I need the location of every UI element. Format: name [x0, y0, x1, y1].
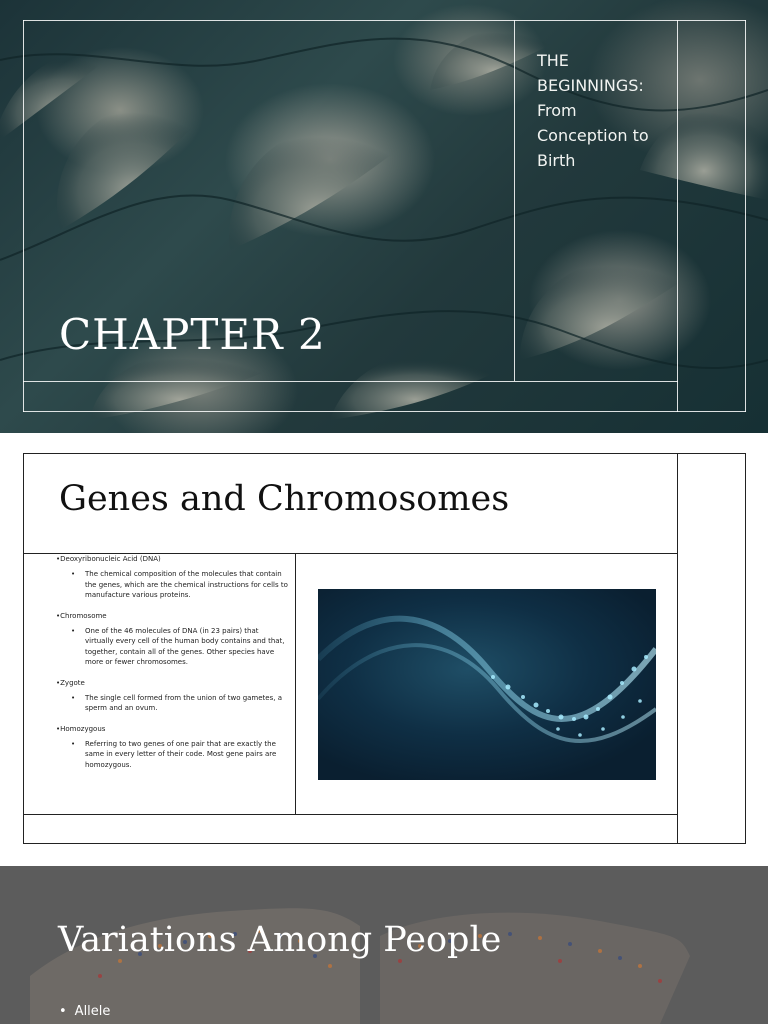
frame-line-left — [23, 20, 24, 412]
frame-line-inner-right — [677, 453, 678, 844]
slide-genes-and-chromosomes — [0, 433, 768, 866]
subtitle-line: THE — [537, 51, 569, 70]
definition-list — [56, 554, 288, 822]
term-name: •Deoxyribonucleic Acid (DNA) — [56, 555, 161, 563]
chapter-title: CHAPTER 2 — [59, 310, 326, 359]
frame-line-top — [23, 453, 746, 454]
term-name: •Zygote — [56, 678, 85, 687]
slide-variations-among-people — [0, 866, 768, 1024]
dna-helix-graphic — [318, 589, 656, 780]
dna-helix-image — [318, 589, 656, 780]
frame-line-top — [23, 20, 746, 21]
slide-title: Genes and Chromosomes — [59, 479, 510, 519]
chapter-subtitle — [537, 48, 667, 173]
frame-line-divider — [514, 20, 515, 381]
frame-line-inner-bottom — [23, 381, 678, 382]
term-definition: • Referring to two genes of one pair that are exactly the same in every letter of their code. Most gene pairs are homozygous. — [56, 739, 288, 771]
frame-line-right — [745, 20, 746, 412]
term-item — [56, 724, 288, 771]
slide-title: Variations Among People — [58, 920, 502, 960]
term-definition: • The single cell formed from the union of two gametes, a sperm and an ovum. — [56, 693, 288, 714]
term-item — [56, 554, 288, 601]
term-definition: • The chemical composition of the molecules that contain the genes, which are the chemical instructions for cells to manufacture various proteins. — [56, 569, 288, 601]
frame-line-inner-right — [677, 20, 678, 412]
slide-chapter-title — [0, 0, 768, 433]
frame-line-bottom — [23, 411, 746, 412]
subtitle-line: BEGINNINGS: — [537, 76, 644, 95]
bullet-item: • Allele — [59, 1004, 110, 1019]
frame-line-bottom — [23, 843, 746, 844]
subtitle-line: Birth — [537, 151, 576, 170]
subtitle-line: From — [537, 101, 577, 120]
column-divider — [295, 553, 296, 815]
term-name: •Homozygous — [56, 724, 106, 733]
term-name: •Chromosome — [56, 611, 107, 620]
term-item — [56, 611, 288, 668]
subtitle-line: Conception to — [537, 126, 649, 145]
frame-line-left — [23, 453, 24, 844]
term-definition: • One of the 46 molecules of DNA (in 23 pairs) that virtually every cell of the human body contains and that, together, contain all of the genes. Other species have more or fewer chromosomes. — [56, 626, 288, 668]
term-item — [56, 678, 288, 714]
frame-line-right — [745, 453, 746, 844]
